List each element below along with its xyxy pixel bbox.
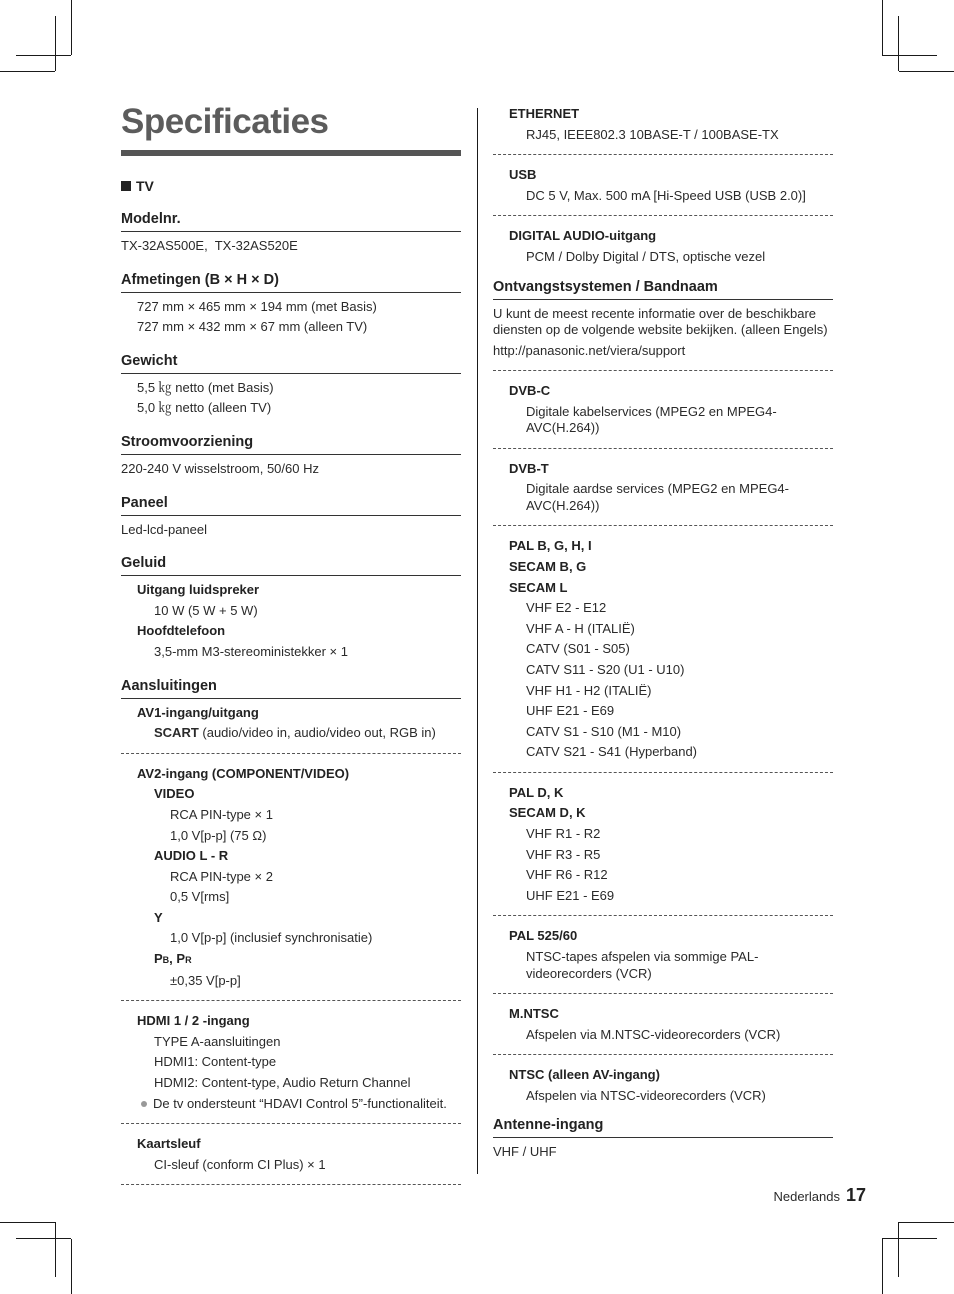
ethernet-heading: ETHERNET <box>509 106 580 121</box>
dvbt-heading: DVB-T <box>509 460 549 476</box>
audio-line: RCA PIN-type × 2 <box>170 868 273 884</box>
dashed-divider <box>493 915 833 916</box>
right-column <box>493 104 833 1163</box>
band-line: VHF R6 - R12 <box>526 867 608 883</box>
paneel-value: Led-lcd-paneel <box>121 521 208 537</box>
geluid-value: 3,5-mm M3-stereoministekker × 1 <box>154 643 348 659</box>
digital-audio-value: PCM / Dolby Digital / DTS, optische vezel <box>526 248 766 264</box>
tv-heading-label: TV <box>136 178 154 194</box>
usb-value: DC 5 V, Max. 500 mA [Hi-Speed USB (USB 2.0)] <box>526 187 806 203</box>
band-line: VHF H1 - H2 (ITALIË) <box>526 682 652 698</box>
crop-mark <box>882 1239 883 1294</box>
band-line: CATV S21 - S41 (Hyperband) <box>526 744 697 760</box>
geluid-value: 10 W (5 W + 5 W) <box>154 602 258 618</box>
section-heading-geluid: Geluid <box>121 554 461 576</box>
pbpr-p: P <box>154 951 163 967</box>
audio-heading: AUDIO L - R <box>154 848 229 864</box>
band-line: VHF E2 - E12 <box>526 600 607 616</box>
dashed-divider <box>493 448 833 449</box>
crop-mark <box>882 1238 937 1239</box>
hdmi-line: HDMI2: Content-type, Audio Return Channel <box>154 1075 411 1091</box>
dashed-divider <box>493 215 833 216</box>
dashed-divider <box>493 525 833 526</box>
section-heading-modelnr: Modelnr. <box>121 210 461 232</box>
y-heading: Y <box>154 909 163 925</box>
crop-mark <box>71 1239 72 1294</box>
scart-label: SCART <box>154 725 199 741</box>
video-line: RCA PIN-type × 1 <box>170 806 273 822</box>
crop-mark <box>55 16 56 71</box>
stroom-value: 220-240 V wisselstroom, 50/60 Hz <box>121 460 319 476</box>
video-line: 1,0 V[p-p] (75 Ω) <box>170 827 267 843</box>
mntsc-value: Afspelen via M.NTSC-videorecorders (VCR) <box>526 1026 781 1042</box>
crop-mark <box>898 1222 899 1277</box>
band-line: VHF A - H (ITALIË) <box>526 620 635 636</box>
band-line: CATV (S01 - S05) <box>526 641 630 657</box>
gewicht-line: 5,0 ㎏ netto (alleen TV) <box>137 400 272 416</box>
pbpr-sub: R <box>185 955 192 966</box>
kaart-heading: Kaartsleuf <box>137 1136 201 1152</box>
footer-language: Nederlands <box>773 1189 840 1204</box>
av1-scart-line <box>121 723 461 744</box>
pbpr-line: ±0,35 V[p-p] <box>170 972 241 988</box>
crop-mark <box>898 16 899 71</box>
crop-mark <box>899 1222 954 1223</box>
section-heading-afmetingen: Afmetingen (B × H × D) <box>121 271 461 293</box>
audio-line: 0,5 V[rms] <box>170 889 230 905</box>
pbpr-p: , P <box>169 951 186 967</box>
section-heading-ontvangst: Ontvangstsystemen / Bandnaam <box>493 278 833 300</box>
crop-mark <box>0 71 55 72</box>
av2-heading: AV2-ingang (COMPONENT/VIDEO) <box>137 765 350 781</box>
crop-mark <box>16 1238 71 1239</box>
ontvangst-url: http://panasonic.net/viera/support <box>493 342 686 358</box>
mntsc-heading: M.NTSC <box>509 1006 559 1022</box>
y-line: 1,0 V[p-p] (inclusief synchronisatie) <box>170 930 373 946</box>
tv-heading <box>121 177 461 195</box>
dashed-divider <box>493 370 833 371</box>
band-line: CATV S11 - S20 (U1 - U10) <box>526 661 685 677</box>
digital-audio-heading: DIGITAL AUDIO-uitgang <box>509 228 657 244</box>
hdmi-note <box>121 1094 461 1115</box>
dvbc-heading: DVB-C <box>509 383 551 399</box>
afmetingen-line: 727 mm × 465 mm × 194 mm (met Basis) <box>137 298 377 314</box>
section-heading-antenne: Antenne-ingang <box>493 1116 833 1138</box>
ontvangst-text: U kunt de meest recente informatie over de beschikbare diensten op de volgende website bekijken. (alleen Engels) <box>493 305 828 338</box>
square-bullet-icon <box>121 181 131 191</box>
scart-desc: (audio/video in, audio/video out, RGB in) <box>198 725 436 741</box>
column-divider <box>477 108 478 1174</box>
dashed-divider <box>121 1184 461 1185</box>
section-heading-gewicht: Gewicht <box>121 352 461 374</box>
dashed-divider <box>493 993 833 994</box>
ntsc-value: Afspelen via NTSC-videorecorders (VCR) <box>526 1087 766 1103</box>
video-heading: VIDEO <box>154 786 195 802</box>
crop-mark <box>899 71 954 72</box>
gewicht-line: 5,5 ㎏ netto (met Basis) <box>137 379 274 395</box>
page-footer <box>773 1185 866 1206</box>
dashed-divider <box>493 772 833 773</box>
system-heading: SECAM L <box>509 579 568 595</box>
ethernet-value: RJ45, IEEE802.3 10BASE-T / 100BASE-TX <box>526 126 779 142</box>
dashed-divider <box>121 1000 461 1001</box>
dvbc-value: Digitale kabelservices (MPEG2 en MPEG4-AVC(H.264)) <box>526 403 777 436</box>
left-column <box>121 96 461 1195</box>
hdmi-line: TYPE A-aansluitingen <box>154 1033 281 1049</box>
ntsc-heading: NTSC (alleen AV-ingang) <box>509 1067 660 1083</box>
geluid-subheading: Uitgang luidspreker <box>137 582 260 598</box>
pbpr-heading <box>121 949 461 971</box>
system-heading: PAL B, G, H, I <box>509 538 592 554</box>
section-heading-stroom: Stroomvoorziening <box>121 433 461 455</box>
afmetingen-line: 727 mm × 432 mm × 67 mm (alleen TV) <box>137 319 368 335</box>
modelnr-value: TX-32AS500E, TX-32AS520E <box>121 238 298 253</box>
hdmi-heading: HDMI 1 / 2 -ingang <box>137 1013 250 1029</box>
crop-mark <box>882 0 883 55</box>
crop-mark <box>71 0 72 55</box>
crop-mark <box>882 55 937 56</box>
pbpr-sub: B <box>162 955 170 966</box>
hdmi-note-text: De tv ondersteunt “HDAVI Control 5”-functionaliteit. <box>153 1095 447 1111</box>
dashed-divider <box>493 154 833 155</box>
page-number: 17 <box>845 1185 866 1205</box>
band-line: VHF R3 - R5 <box>526 846 601 862</box>
crop-mark <box>0 1222 55 1223</box>
kaart-line: CI-sleuf (conform CI Plus) × 1 <box>154 1156 326 1172</box>
av1-heading: AV1-ingang/uitgang <box>137 704 259 720</box>
pal525-value: NTSC-tapes afspelen via sommige PAL-videorecorders (VCR) <box>526 949 759 981</box>
bullet-icon <box>141 1101 147 1107</box>
dvbt-value: Digitale aardse services (MPEG2 en MPEG4-AVC(H.264)) <box>526 481 789 513</box>
dashed-divider <box>493 1054 833 1055</box>
band-line: UHF E21 - E69 <box>526 887 615 903</box>
antenne-value: VHF / UHF <box>493 1144 557 1160</box>
section-heading-aansluitingen: Aansluitingen <box>121 677 461 699</box>
band-line: CATV S1 - S10 (M1 - M10) <box>526 723 682 739</box>
crop-mark <box>55 1222 56 1277</box>
geluid-subheading: Hoofdtelefoon <box>137 623 226 639</box>
crop-mark <box>16 55 71 56</box>
hdmi-line: HDMI1: Content-type <box>154 1054 277 1070</box>
section-heading-paneel: Paneel <box>121 494 461 516</box>
page-title: Specificaties <box>121 102 329 141</box>
system-heading: PAL D, K <box>509 784 564 800</box>
system-heading: SECAM D, K <box>509 805 586 821</box>
usb-heading: USB <box>509 167 537 183</box>
band-line: UHF E21 - E69 <box>526 703 615 719</box>
dashed-divider <box>121 753 461 754</box>
band-line: VHF R1 - R2 <box>526 826 601 842</box>
system-heading: SECAM B, G <box>509 558 587 574</box>
title-rule <box>121 150 461 156</box>
dashed-divider <box>121 1123 461 1124</box>
pal525-heading: PAL 525/60 <box>509 928 578 944</box>
